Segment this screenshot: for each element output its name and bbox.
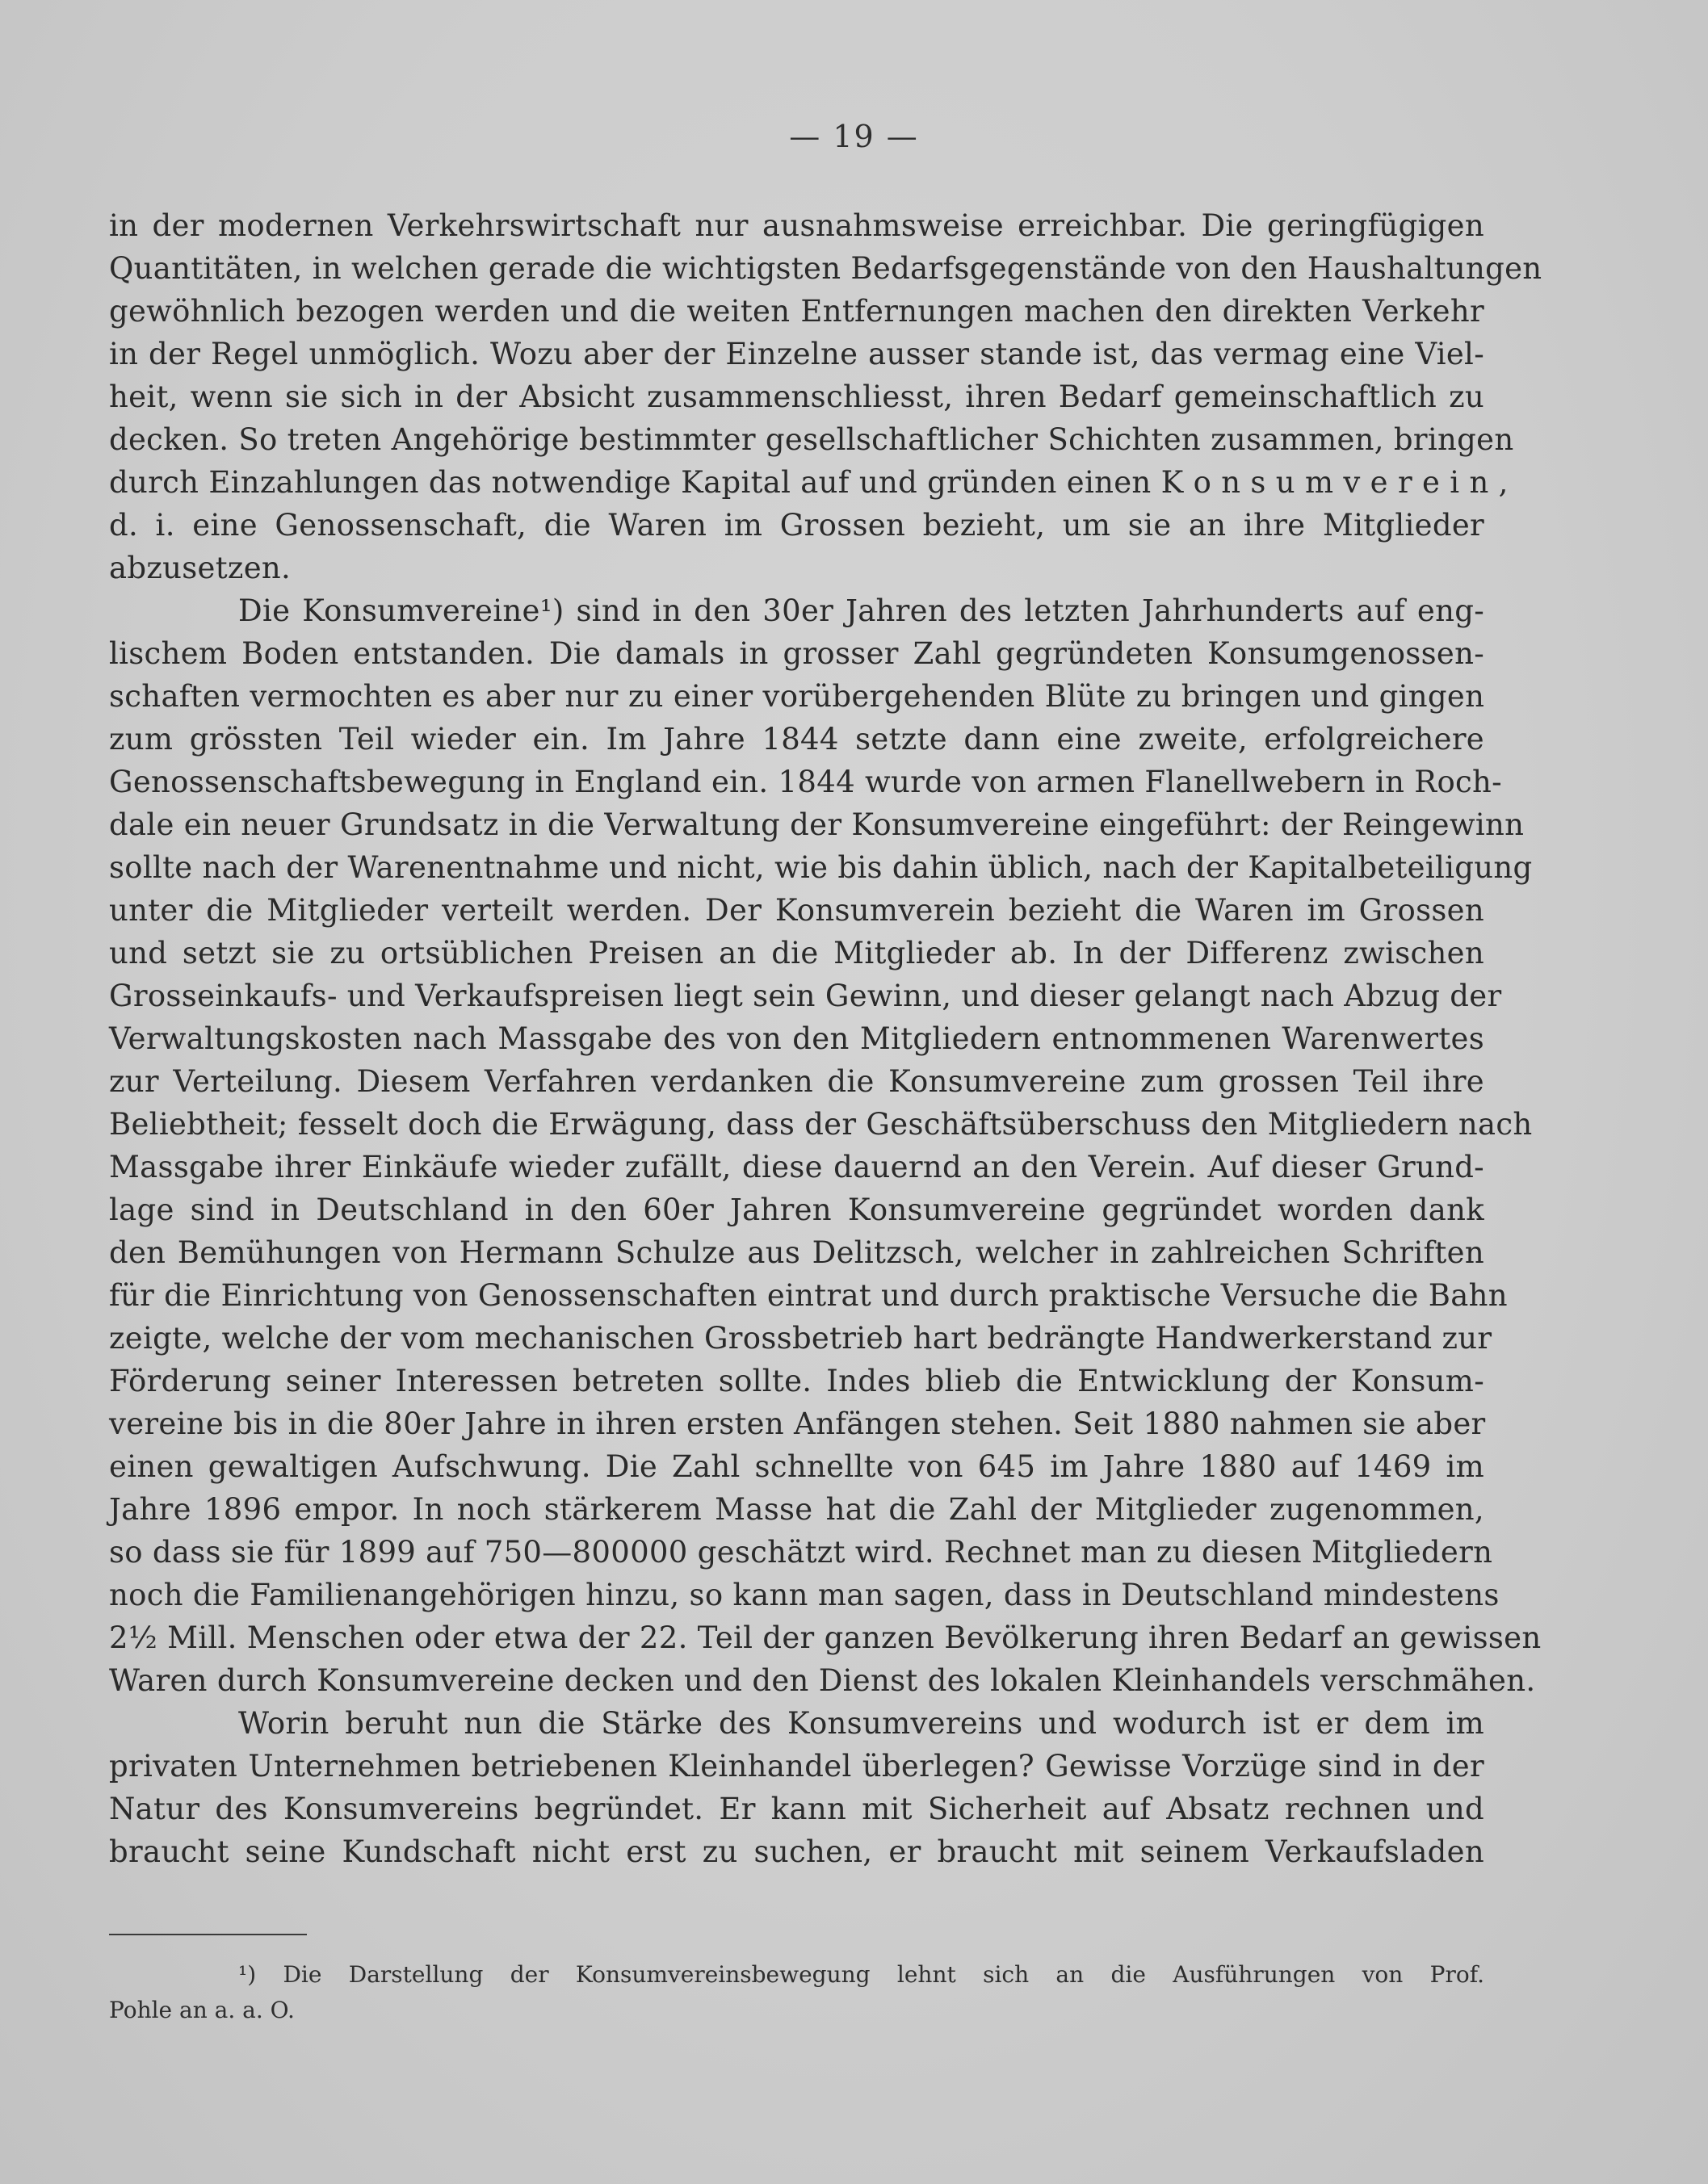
text-line: vereine bis in die 80er Jahre in ihren ersten Anfängen stehen. Seit 1880 nahmen sie aber <box>109 1406 1486 1441</box>
text-line: noch die Familienangehörigen hinzu, so kann man sagen, dass in Deutschland mindestens <box>109 1578 1500 1612</box>
text-line: Quantitäten, in welchen gerade die wichtigsten Bedarfsgegenstände von den Haushaltungen <box>109 251 1542 286</box>
text-line: den Bemühungen von Hermann Schulze aus Delitzsch, welcher in zahlreichen Schriften <box>109 1235 1484 1270</box>
text-line: in der modernen Verkehrswirtschaft nur ausnahmsweise erreichbar. Die geringfügigen <box>109 208 1484 243</box>
text-line: sollte nach der Warenentnahme und nicht, wie bis dahin üblich, nach der Kapitalbeteiligung <box>109 850 1533 885</box>
text-line: Beliebtheit; fesselt doch die Erwägung, dass der Geschäftsüberschuss den Mitgliedern nach <box>109 1107 1533 1142</box>
text-line: Grosseinkaufs- und Verkaufspreisen liegt sein Gewinn, und dieser gelangt nach Abzug der <box>109 979 1502 1013</box>
text-line: zum grössten Teil wieder ein. Im Jahre 1844 setzte dann eine zweite, erfolgreichere <box>109 722 1484 757</box>
paragraph-start-line: Die Konsumvereine¹) sind in den 30er Jahren des letzten Jahrhunderts auf eng- <box>238 593 1484 628</box>
text-line: lage sind in Deutschland in den 60er Jahren Konsumvereine gegründet worden dank <box>109 1193 1484 1227</box>
text-line: d. i. eine Genossenschaft, die Waren im Grossen bezieht, um sie an ihre Mitglieder <box>109 508 1484 543</box>
text-line: und setzt sie zu ortsüblichen Preisen an die Mitglieder ab. In der Differenz zwischen <box>109 936 1484 970</box>
text-line: braucht seine Kundschaft nicht erst zu suchen, er braucht mit seinem Verkaufsladen <box>109 1834 1484 1869</box>
footnote-line: ¹) Die Darstellung der Konsumvereinsbewegung lehnt sich an die Ausführungen von Prof. <box>238 1961 1484 1988</box>
page-number: — 19 — <box>789 119 919 154</box>
text-line: in der Regel unmöglich. Wozu aber der Einzelne ausser stande ist, das vermag eine Viel- <box>109 337 1484 371</box>
text-line: Jahre 1896 empor. In noch stärkerem Masse hat die Zahl der Mitglieder zugenommen, <box>109 1492 1484 1527</box>
footnote-divider <box>109 1934 307 1935</box>
text-line: Waren durch Konsumvereine decken und den Dienst des lokalen Kleinhandels verschmähen. <box>109 1663 1536 1698</box>
paragraph-start-line: Worin beruht nun die Stärke des Konsumvereins und wodurch ist er dem im <box>238 1706 1484 1741</box>
footnotes <box>109 1957 1484 2028</box>
text-line: gewöhnlich bezogen werden und die weiten Entfernungen machen den direkten Verkehr <box>109 294 1484 329</box>
text-line: schaften vermochten es aber nur zu einer vorübergehenden Blüte zu bringen und gingen <box>109 679 1485 714</box>
text-line: lischem Boden entstanden. Die damals in grosser Zahl gegründeten Konsumgenossen- <box>109 636 1484 671</box>
text-line: dale ein neuer Grundsatz in die Verwaltung der Konsumvereine eingeführt: der Reingewinn <box>109 807 1525 842</box>
text-line: heit, wenn sie sich in der Absicht zusammenschliesst, ihren Bedarf gemeinschaftlich zu <box>109 379 1484 414</box>
text-line: Natur des Konsumvereins begründet. Er kann mit Sicherheit auf Absatz rechnen und <box>109 1792 1484 1826</box>
text-line: Genossenschaftsbewegung in England ein. 1844 wurde von armen Flanellwebern in Roch- <box>109 765 1502 799</box>
text-line: so dass sie für 1899 auf 750—800000 geschätzt wird. Rechnet man zu diesen Mitgliedern <box>109 1535 1493 1570</box>
text-line: Massgabe ihrer Einkäufe wieder zufällt, diese dauernd an den Verein. Auf dieser Grund- <box>109 1150 1484 1184</box>
text-line: zur Verteilung. Diesem Verfahren verdanken die Konsumvereine zum grossen Teil ihre <box>109 1064 1484 1099</box>
text-line: 2½ Mill. Menschen oder etwa der 22. Teil der ganzen Bevölkerung ihren Bedarf an gewissen <box>109 1620 1542 1655</box>
footnote-line: Pohle an a. a. O. <box>109 1997 295 2023</box>
text-line: einen gewaltigen Aufschwung. Die Zahl schnellte von 645 im Jahre 1880 auf 1469 im <box>109 1449 1484 1484</box>
text-line: Verwaltungskosten nach Massgabe des von den Mitgliedern entnommenen Warenwertes <box>109 1021 1484 1056</box>
text-line: decken. So treten Angehörige bestimmter gesellschaftlicher Schichten zusammen, bringen <box>109 422 1514 457</box>
text-line: abzusetzen. <box>109 551 292 585</box>
text-line: privaten Unternehmen betriebenen Kleinhandel überlegen? Gewisse Vorzüge sind in der <box>109 1749 1484 1784</box>
text-line: durch Einzahlungen das notwendige Kapital auf und gründen einen K o n s u m v e r e i n , <box>109 465 1509 500</box>
text-line: zeigte, welche der vom mechanischen Grossbetrieb hart bedrängte Handwerkerstand zur <box>109 1321 1492 1356</box>
text-line: unter die Mitglieder verteilt werden. Der Konsumverein bezieht die Waren im Grossen <box>109 893 1484 928</box>
text-line: Förderung seiner Interessen betreten sollte. Indes blieb die Entwicklung der Konsum- <box>109 1364 1484 1398</box>
body-text <box>109 204 1542 1873</box>
text-line: für die Einrichtung von Genossenschaften eintrat und durch praktische Versuche die Bahn <box>109 1278 1508 1313</box>
